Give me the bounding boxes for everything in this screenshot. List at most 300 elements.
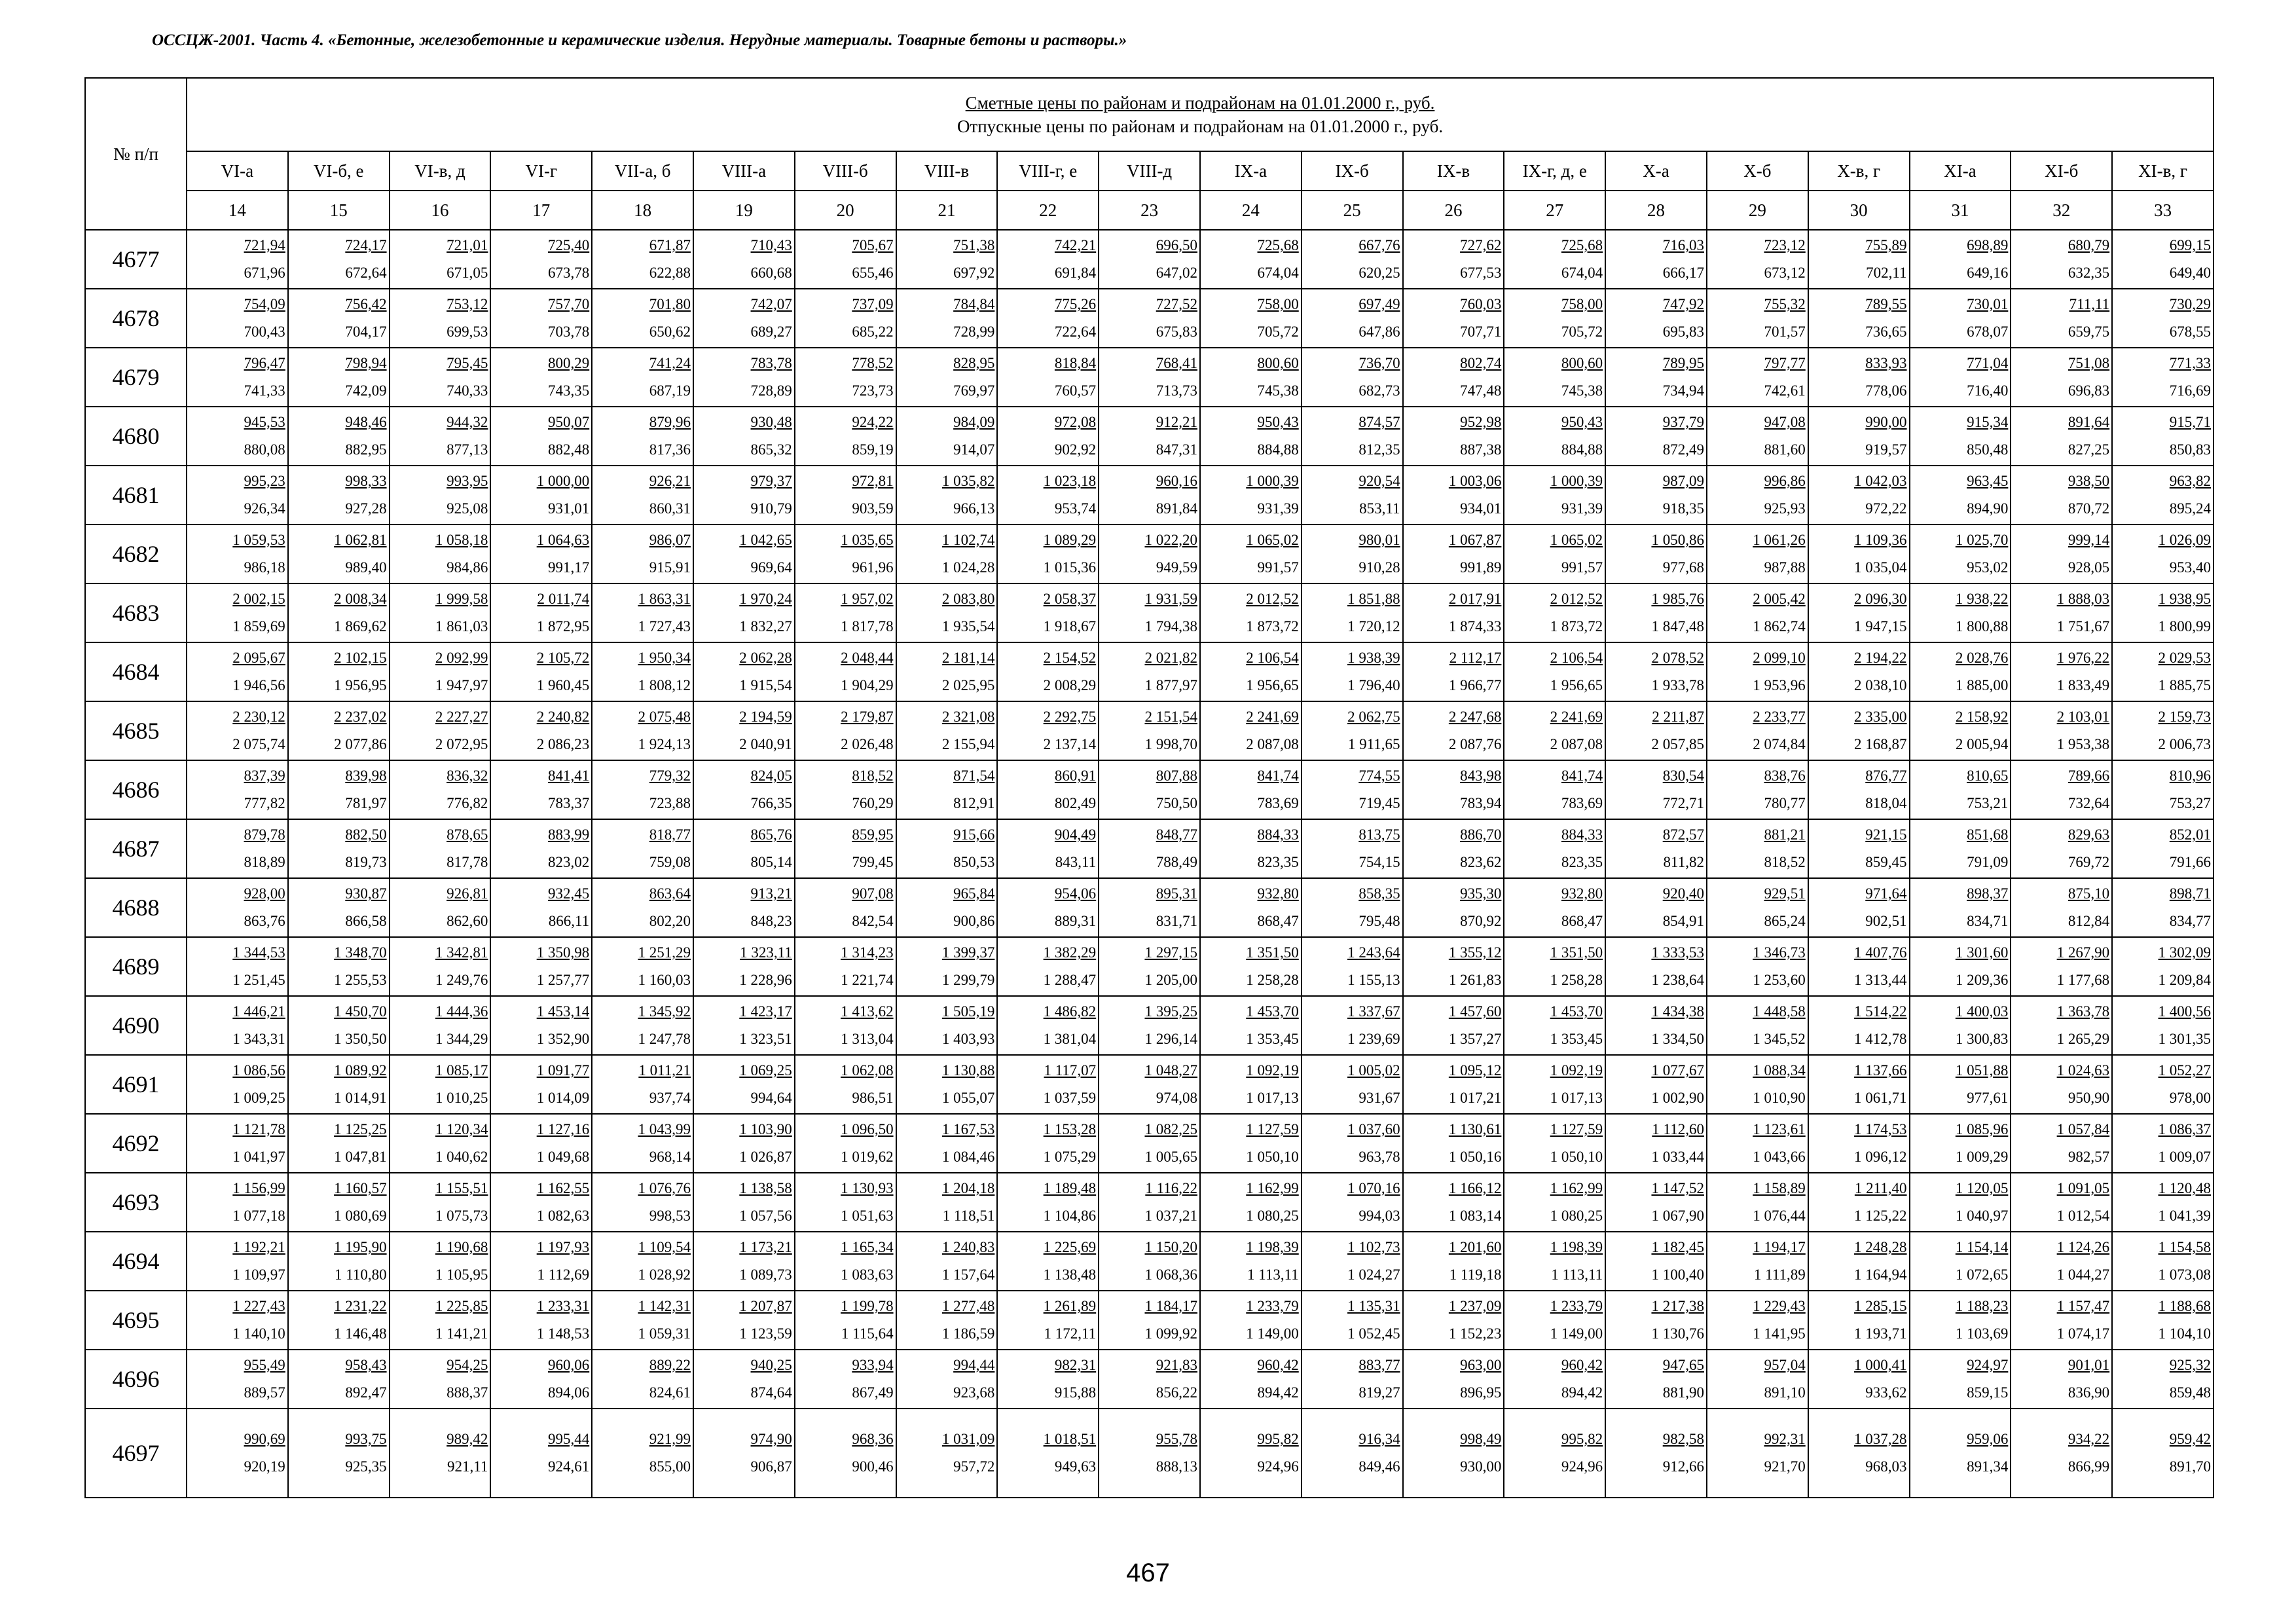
price-cell <box>288 348 390 407</box>
price-cell <box>1504 1114 1605 1173</box>
price-cell <box>693 1055 795 1114</box>
table-row <box>85 289 2214 348</box>
release-price: 682,73 <box>1358 382 1400 399</box>
price-cell <box>390 1350 491 1409</box>
release-price: 834,77 <box>2169 913 2212 929</box>
price-cell <box>997 407 1099 466</box>
price-cell <box>390 230 491 289</box>
price-cell <box>2112 937 2214 996</box>
price-cell <box>288 878 390 937</box>
estimate-price: 986,07 <box>649 532 691 548</box>
estimate-price: 952,98 <box>1460 414 1502 430</box>
price-cell <box>1605 289 1707 348</box>
release-price: 1 947,15 <box>1854 618 1907 635</box>
estimate-price: 912,21 <box>1156 414 1197 430</box>
release-price: 919,57 <box>1865 441 1907 458</box>
release-price: 982,57 <box>2068 1149 2110 1165</box>
estimate-price: 876,77 <box>1865 767 1907 784</box>
estimate-price: 858,35 <box>1358 885 1400 902</box>
estimate-price: 1 999,58 <box>435 591 488 607</box>
estimate-price: 800,60 <box>1257 355 1299 371</box>
estimate-price: 1 182,45 <box>1651 1239 1704 1255</box>
estimate-price: 1 457,60 <box>1448 1003 1502 1020</box>
release-price: 881,60 <box>1764 441 1806 458</box>
release-price: 924,96 <box>1561 1458 1603 1475</box>
estimate-price: 958,43 <box>345 1357 387 1373</box>
estimate-price: 1 243,64 <box>1347 944 1400 961</box>
price-cell <box>288 289 390 348</box>
price-cell <box>1808 1350 1910 1409</box>
price-cell <box>1403 525 1504 583</box>
release-price: 660,68 <box>750 265 792 281</box>
price-cell <box>693 996 795 1055</box>
estimate-price: 1 005,02 <box>1347 1062 1400 1079</box>
price-cell <box>896 642 998 701</box>
price-cell <box>592 525 693 583</box>
release-price: 866,58 <box>345 913 387 929</box>
release-price: 1 861,03 <box>435 618 488 635</box>
column-number: 20 <box>795 191 896 230</box>
price-cell <box>1605 819 1707 878</box>
release-price: 1 009,07 <box>2158 1149 2212 1165</box>
price-cell <box>1200 466 1302 525</box>
price-cell <box>592 348 693 407</box>
release-price: 1 080,69 <box>334 1208 387 1224</box>
price-cell <box>1200 642 1302 701</box>
price-cell <box>1910 1350 2011 1409</box>
price-cell <box>390 642 491 701</box>
row-number: 4692 <box>85 1114 187 1173</box>
release-price: 673,78 <box>547 265 590 281</box>
release-price: 888,13 <box>1156 1458 1197 1475</box>
price-cell <box>288 583 390 642</box>
price-title-header <box>187 78 2214 151</box>
price-cell <box>1808 1173 1910 1232</box>
estimate-price: 667,76 <box>1358 237 1400 253</box>
estimate-price: 710,43 <box>750 237 792 253</box>
price-cell <box>693 642 795 701</box>
table-row <box>85 230 2214 289</box>
release-price: 1 044,27 <box>2056 1266 2110 1283</box>
release-price: 868,47 <box>1257 913 1299 929</box>
release-price: 949,59 <box>1156 559 1197 576</box>
release-price: 1 077,18 <box>232 1208 285 1224</box>
price-cell <box>693 701 795 760</box>
estimate-price: 1 064,63 <box>536 532 590 548</box>
estimate-price: 1 070,16 <box>1347 1180 1400 1196</box>
price-cell <box>1099 996 1200 1055</box>
release-price: 924,96 <box>1257 1458 1299 1475</box>
release-price: 1 345,52 <box>1753 1031 1806 1047</box>
estimate-price: 701,80 <box>649 296 691 312</box>
estimate-price: 872,57 <box>1662 826 1704 843</box>
price-cell <box>1504 466 1605 525</box>
price-cell <box>288 1350 390 1409</box>
estimate-price: 757,70 <box>547 296 590 312</box>
column-number: 21 <box>896 191 998 230</box>
release-price: 1 885,00 <box>1955 677 2009 693</box>
estimate-price: 1 157,47 <box>2056 1298 2110 1314</box>
price-cell <box>490 525 592 583</box>
price-cell <box>997 1232 1099 1291</box>
price-cell <box>1707 525 1808 583</box>
estimate-price: 921,15 <box>1865 826 1907 843</box>
price-cell <box>592 996 693 1055</box>
estimate-price: 990,69 <box>244 1431 285 1447</box>
estimate-price: 1 123,61 <box>1753 1121 1806 1137</box>
region-column-header: XI-а <box>1910 151 2011 191</box>
price-cell <box>1605 230 1707 289</box>
release-price: 1 149,00 <box>1246 1325 1299 1342</box>
price-cell <box>795 1409 896 1498</box>
estimate-price: 1 301,60 <box>1955 944 2009 961</box>
price-cell <box>1707 701 1808 760</box>
estimate-price: 810,96 <box>2169 767 2212 784</box>
estimate-price: 1 167,53 <box>941 1121 995 1137</box>
price-cell <box>490 466 592 525</box>
release-price: 1 014,91 <box>334 1090 387 1106</box>
estimate-price: 930,87 <box>345 885 387 902</box>
price-cell <box>1707 1173 1808 1232</box>
release-price: 777,82 <box>244 795 285 811</box>
price-cell <box>2011 878 2112 937</box>
release-price: 671,05 <box>446 265 488 281</box>
estimate-price: 1 135,31 <box>1347 1298 1400 1314</box>
estimate-price: 1 233,79 <box>1246 1298 1299 1314</box>
row-number: 4678 <box>85 289 187 348</box>
release-price: 986,18 <box>244 559 285 576</box>
estimate-price: 2 075,48 <box>638 709 691 725</box>
release-price: 1 005,65 <box>1144 1149 1197 1165</box>
estimate-price: 1 125,25 <box>334 1121 387 1137</box>
estimate-price: 796,47 <box>244 355 285 371</box>
release-price: 1 800,88 <box>1955 618 2009 635</box>
estimate-price: 971,64 <box>1865 885 1907 902</box>
release-price: 937,74 <box>649 1090 691 1106</box>
release-price: 818,04 <box>1865 795 1907 811</box>
estimate-price: 1 344,53 <box>232 944 285 961</box>
price-cell <box>1403 1055 1504 1114</box>
estimate-price: 932,80 <box>1561 885 1603 902</box>
price-cell <box>2112 1232 2214 1291</box>
column-number: 19 <box>693 191 795 230</box>
estimate-price: 697,49 <box>1358 296 1400 312</box>
estimate-price: 1 155,51 <box>435 1180 488 1196</box>
price-cell <box>187 701 288 760</box>
price-cell <box>795 230 896 289</box>
release-price-title: Отпускные цены по районам и подрайонам на 01.01.2000 г., руб. <box>957 117 1444 136</box>
estimate-price: 1 863,31 <box>638 591 691 607</box>
estimate-price: 1 130,88 <box>941 1062 995 1079</box>
page-number: 467 <box>1126 1559 1170 1587</box>
release-price: 678,07 <box>1967 323 2009 340</box>
release-price: 687,19 <box>649 382 691 399</box>
price-cell <box>693 1291 795 1350</box>
release-price: 1 009,29 <box>1955 1149 2009 1165</box>
table-row <box>85 937 2214 996</box>
release-price: 742,61 <box>1764 382 1806 399</box>
estimate-price: 950,43 <box>1257 414 1299 430</box>
column-number: 18 <box>592 191 693 230</box>
table-row <box>85 819 2214 878</box>
estimate-price: 1 120,34 <box>435 1121 488 1137</box>
price-cell <box>390 878 491 937</box>
price-cell <box>2112 642 2214 701</box>
price-cell <box>1302 819 1403 878</box>
estimate-price: 1 165,34 <box>841 1239 894 1255</box>
release-price: 859,15 <box>1967 1384 2009 1401</box>
document-header: ОССЦЖ-2001. Часть 4. «Бетонные, железобетонные и керамические изделия. Нерудные материалы. Товарные бетоны и растворы.» <box>152 31 1127 49</box>
price-cell <box>896 1055 998 1114</box>
price-cell <box>1808 937 1910 996</box>
estimate-price: 802,74 <box>1460 355 1502 371</box>
price-cell <box>490 701 592 760</box>
estimate-price: 1 092,19 <box>1550 1062 1603 1079</box>
release-price: 823,35 <box>1257 854 1299 870</box>
price-cell <box>592 878 693 937</box>
release-price: 750,50 <box>1156 795 1197 811</box>
price-cell <box>1910 996 2011 1055</box>
estimate-price: 756,42 <box>345 296 387 312</box>
estimate-price: 1 037,60 <box>1347 1121 1400 1137</box>
region-column-header: VIII-д <box>1099 151 1200 191</box>
release-price: 783,94 <box>1460 795 1502 811</box>
region-column-header: VI-г <box>490 151 592 191</box>
release-price: 1 960,45 <box>536 677 590 693</box>
estimate-price: 1 453,70 <box>1246 1003 1299 1020</box>
price-cell <box>187 1291 288 1350</box>
estimate-price: 2 002,15 <box>232 591 285 607</box>
price-cell <box>1403 937 1504 996</box>
release-price: 1 149,00 <box>1550 1325 1603 1342</box>
price-cell <box>1910 1291 2011 1350</box>
release-price: 1 113,11 <box>1247 1266 1299 1283</box>
release-price: 1 024,27 <box>1347 1266 1400 1283</box>
price-cell <box>390 1409 491 1498</box>
price-cell <box>1200 1114 1302 1173</box>
estimate-price: 725,68 <box>1561 237 1603 253</box>
estimate-price: 751,08 <box>2068 355 2110 371</box>
estimate-price: 947,08 <box>1764 414 1806 430</box>
price-cell <box>795 289 896 348</box>
estimate-price: 2 011,74 <box>537 591 590 607</box>
estimate-price: 1 052,27 <box>2158 1062 2212 1079</box>
release-price: 783,69 <box>1561 795 1603 811</box>
row-number: 4689 <box>85 937 187 996</box>
release-price: 1 953,38 <box>2056 736 2110 752</box>
price-cell <box>1707 1232 1808 1291</box>
price-cell <box>1302 1350 1403 1409</box>
release-price: 812,91 <box>953 795 995 811</box>
price-cell <box>1910 642 2011 701</box>
release-price: 1 057,56 <box>739 1208 792 1224</box>
price-cell <box>1707 583 1808 642</box>
release-price: 704,17 <box>345 323 387 340</box>
estimate-price: 1 142,31 <box>638 1298 691 1314</box>
estimate-price: 1 237,09 <box>1448 1298 1502 1314</box>
release-price: 854,91 <box>1662 913 1704 929</box>
release-price: 1 209,84 <box>2158 972 2212 988</box>
release-price: 968,03 <box>1865 1458 1907 1475</box>
price-cell <box>1504 642 1605 701</box>
estimate-price: 742,07 <box>750 296 792 312</box>
release-price: 978,00 <box>2169 1090 2212 1106</box>
estimate-price: 995,82 <box>1257 1431 1299 1447</box>
region-column-header: VIII-а <box>693 151 795 191</box>
price-cell <box>2112 1291 2214 1350</box>
estimate-price: 1 888,03 <box>2056 591 2110 607</box>
release-price: 1 947,97 <box>435 677 488 693</box>
release-price: 966,13 <box>953 500 995 517</box>
release-price: 1 010,90 <box>1753 1090 1806 1106</box>
release-price: 705,72 <box>1561 323 1603 340</box>
release-price: 872,49 <box>1662 441 1704 458</box>
price-cell <box>896 760 998 819</box>
price-cell <box>490 642 592 701</box>
release-price: 1 130,76 <box>1651 1325 1704 1342</box>
release-price: 783,37 <box>547 795 590 811</box>
price-cell <box>1099 348 1200 407</box>
estimate-price: 1 453,70 <box>1550 1003 1603 1020</box>
price-cell <box>592 642 693 701</box>
price-cell <box>693 937 795 996</box>
price-cell <box>2112 348 2214 407</box>
price-cell <box>1403 466 1504 525</box>
price-cell <box>1099 230 1200 289</box>
price-cell <box>1403 701 1504 760</box>
release-price: 736,65 <box>1865 323 1907 340</box>
estimate-price: 1 091,05 <box>2056 1180 2110 1196</box>
price-cell <box>490 289 592 348</box>
price-cell <box>592 230 693 289</box>
release-price: 891,10 <box>1764 1384 1806 1401</box>
release-price: 1 037,21 <box>1144 1208 1197 1224</box>
price-cell <box>693 819 795 878</box>
estimate-price: 1 434,38 <box>1651 1003 1704 1020</box>
release-price: 1 026,87 <box>739 1149 792 1165</box>
release-price: 1 075,29 <box>1043 1149 1097 1165</box>
price-cell <box>2112 289 2214 348</box>
release-price: 912,66 <box>1662 1458 1704 1475</box>
table-row <box>85 760 2214 819</box>
estimate-price: 829,63 <box>2068 826 2110 843</box>
estimate-price: 2 092,99 <box>435 650 488 666</box>
estimate-price: 851,68 <box>1967 826 2009 843</box>
region-column-header: IX-г, д, е <box>1504 151 1605 191</box>
price-cell <box>1403 819 1504 878</box>
estimate-price: 860,91 <box>1054 767 1097 784</box>
row-number: 4679 <box>85 348 187 407</box>
price-cell <box>288 937 390 996</box>
price-cell <box>1302 348 1403 407</box>
price-cell <box>795 466 896 525</box>
estimate-price: 1 194,17 <box>1753 1239 1806 1255</box>
release-price: 903,59 <box>852 500 894 517</box>
price-cell <box>1504 525 1605 583</box>
price-cell <box>997 819 1099 878</box>
price-cell <box>1099 1055 1200 1114</box>
price-cell <box>490 1173 592 1232</box>
estimate-price: 954,06 <box>1054 885 1097 902</box>
price-cell <box>1504 583 1605 642</box>
estimate-price: 2 241,69 <box>1246 709 1299 725</box>
estimate-price: 1 092,19 <box>1246 1062 1299 1079</box>
estimate-price: 982,58 <box>1662 1431 1704 1447</box>
estimate-price: 972,81 <box>852 473 894 489</box>
estimate-price: 993,95 <box>446 473 488 489</box>
price-cell <box>490 348 592 407</box>
release-price: 622,88 <box>649 265 691 281</box>
estimate-price: 1 124,26 <box>2056 1239 2110 1255</box>
price-cell <box>1200 996 1302 1055</box>
release-price: 2 086,23 <box>536 736 590 752</box>
price-cell <box>1808 819 1910 878</box>
release-price: 827,25 <box>2068 441 2110 458</box>
release-price: 673,12 <box>1764 265 1806 281</box>
release-price: 740,33 <box>446 382 488 399</box>
price-cell <box>2011 1055 2112 1114</box>
release-price: 1 080,25 <box>1550 1208 1603 1224</box>
estimate-price: 1 121,78 <box>232 1121 285 1137</box>
release-price: 760,29 <box>852 795 894 811</box>
row-number: 4685 <box>85 701 187 760</box>
release-price: 910,28 <box>1358 559 1400 576</box>
row-number: 4697 <box>85 1409 187 1498</box>
release-price: 1 933,78 <box>1651 677 1704 693</box>
release-price: 977,68 <box>1662 559 1704 576</box>
release-price: 2 072,95 <box>435 736 488 752</box>
release-price: 747,48 <box>1460 382 1502 399</box>
release-price: 649,16 <box>1967 265 2009 281</box>
release-price: 1 076,44 <box>1753 1208 1806 1224</box>
price-cell <box>1302 760 1403 819</box>
price-cell <box>1403 996 1504 1055</box>
price-cell <box>2112 407 2214 466</box>
price-cell <box>1302 701 1403 760</box>
estimate-price: 1 207,87 <box>739 1298 792 1314</box>
estimate-price: 839,98 <box>345 767 387 784</box>
price-cell <box>1200 1291 1302 1350</box>
price-cell <box>1302 937 1403 996</box>
price-cell <box>1707 1114 1808 1173</box>
release-price: 781,97 <box>345 795 387 811</box>
estimate-price: 783,78 <box>750 355 792 371</box>
estimate-price: 2 179,87 <box>841 709 894 725</box>
price-cell <box>1707 230 1808 289</box>
region-column-header: X-в, г <box>1808 151 1910 191</box>
release-price: 865,32 <box>750 441 792 458</box>
release-price: 1 012,54 <box>2056 1208 2110 1224</box>
estimate-price: 960,42 <box>1561 1357 1603 1373</box>
release-price: 742,09 <box>345 382 387 399</box>
price-cell <box>187 878 288 937</box>
release-price: 823,35 <box>1561 854 1603 870</box>
estimate-price: 926,81 <box>446 885 488 902</box>
price-cell <box>1707 289 1808 348</box>
estimate-price: 721,01 <box>446 237 488 253</box>
release-price: 1 833,49 <box>2056 677 2110 693</box>
release-price: 1 313,44 <box>1854 972 1907 988</box>
estimate-price: 723,12 <box>1764 237 1806 253</box>
release-price: 818,89 <box>244 854 285 870</box>
estimate-price: 907,08 <box>852 885 894 902</box>
estimate-price: 1 400,56 <box>2158 1003 2212 1020</box>
estimate-price: 2 095,67 <box>232 650 285 666</box>
estimate-price: 1 088,34 <box>1753 1062 1806 1079</box>
estimate-price: 2 159,73 <box>2158 709 2212 725</box>
release-price: 877,13 <box>446 441 488 458</box>
estimate-price: 2 078,52 <box>1651 650 1704 666</box>
